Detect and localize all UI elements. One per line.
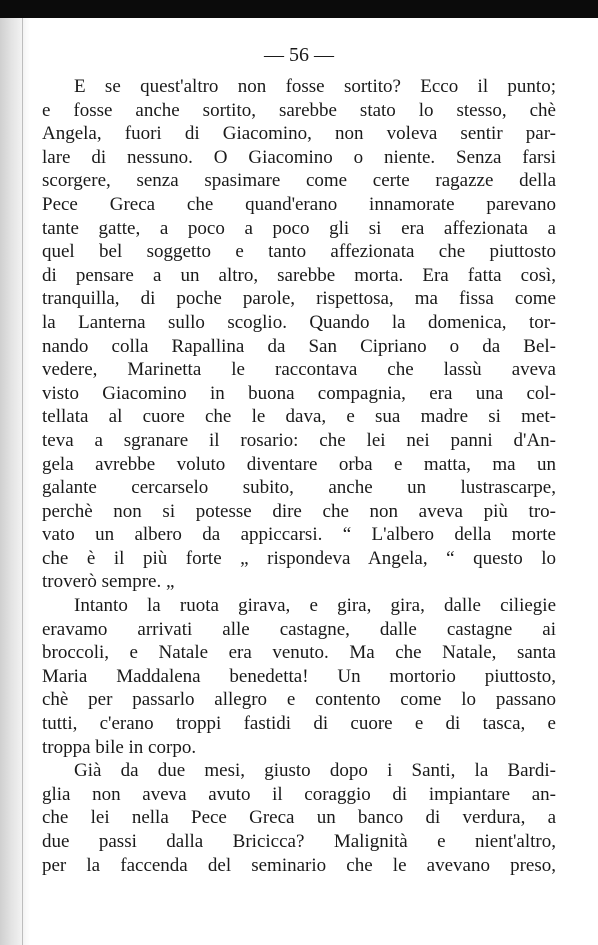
text-line: Pece Greca che quand'erano innamorate parevano [42,193,556,215]
text-line: visto Giacomino in buona compagnia, era una col- [42,382,556,404]
text-line: lare di nessuno. O Giacomino o niente. Senza farsi [42,146,556,168]
book-gutter-shadow [0,18,30,945]
text-line: vato un albero da appiccarsi. “ L'albero della morte [42,524,556,546]
text-line: vedere, Marinetta le raccontava che lassù aveva [42,359,556,381]
text-line: galante cercarselo subito, anche un lustrascarpe, [42,477,556,499]
text-line: chè per passarlo allegro e contento come lo passano [42,689,556,711]
text-line: eravamo arrivati alle castagne, dalle castagne ai [42,618,556,640]
text-line: quel bel soggetto e tanto affezionata che piuttosto [42,241,556,263]
text-line: di pensare a un altro, sarebbe morta. Era fatta così, [42,264,556,286]
text-line: la Lanterna sullo scoglio. Quando la domenica, tor- [42,311,556,333]
scan-top-border [0,0,598,18]
text-line: per la faccenda del seminario che le avevano preso, [42,854,556,876]
text-line: E se quest'altro non fosse sortito? Ecco il punto; [74,76,556,97]
text-line: tranquilla, di poche parole, rispettosa, ma fissa come [42,288,556,310]
text-line: Intanto la ruota girava, e gira, gira, dalle ciliegie [74,595,556,617]
text-line: troverò sempre. „ [42,571,175,593]
text-line: gela avrebbe voluto diventare orba e matta, ma un [42,453,556,475]
text-line: Già da due mesi, giusto dopo i Santi, la Bardi- [74,760,556,782]
text-line: Angela, fuori di Giacomino, non voleva sentir par- [42,123,556,145]
page-body-text [42,75,556,877]
text-line: e fosse anche sortito, sarebbe stato lo stesso, chè [42,99,556,121]
text-line: troppa bile in corpo. [42,736,197,758]
text-line: scorgere, senza spasimare come certe ragazze della [42,170,556,192]
book-page [42,18,556,945]
text-line: teva a sgranare il rosario: che lei nei panni d'An- [42,429,556,451]
text-line: due passi dalla Bricicca? Malignità e nient'altro, [42,831,556,852]
book-gutter-edge [22,18,23,945]
text-line: tellata al cuore che le dava, e sua madre si met- [42,406,556,428]
text-line: broccoli, e Natale era venuto. Ma che Natale, santa [42,642,556,664]
text-line: nando colla Rapallina da San Cipriano o da Bel- [42,335,556,357]
text-line: perchè non si potesse dire che non aveva più tro- [42,500,556,522]
page-number: — 56 — [264,44,334,66]
text-line: Maria Maddalena benedetta! Un mortorio piuttosto, [42,665,556,687]
text-line: glia non aveva avuto il coraggio di impiantare an- [42,783,556,805]
text-line: che è il più forte „ rispondeva Angela, “ questo lo [42,547,556,569]
text-line: che lei nella Pece Greca un banco di verdura, a [42,807,556,829]
text-line: tutti, c'erano troppi fastidi di cuore e di tasca, e [42,713,556,735]
text-line: tante gatte, a poco a poco gli si era affezionata a [42,217,556,239]
